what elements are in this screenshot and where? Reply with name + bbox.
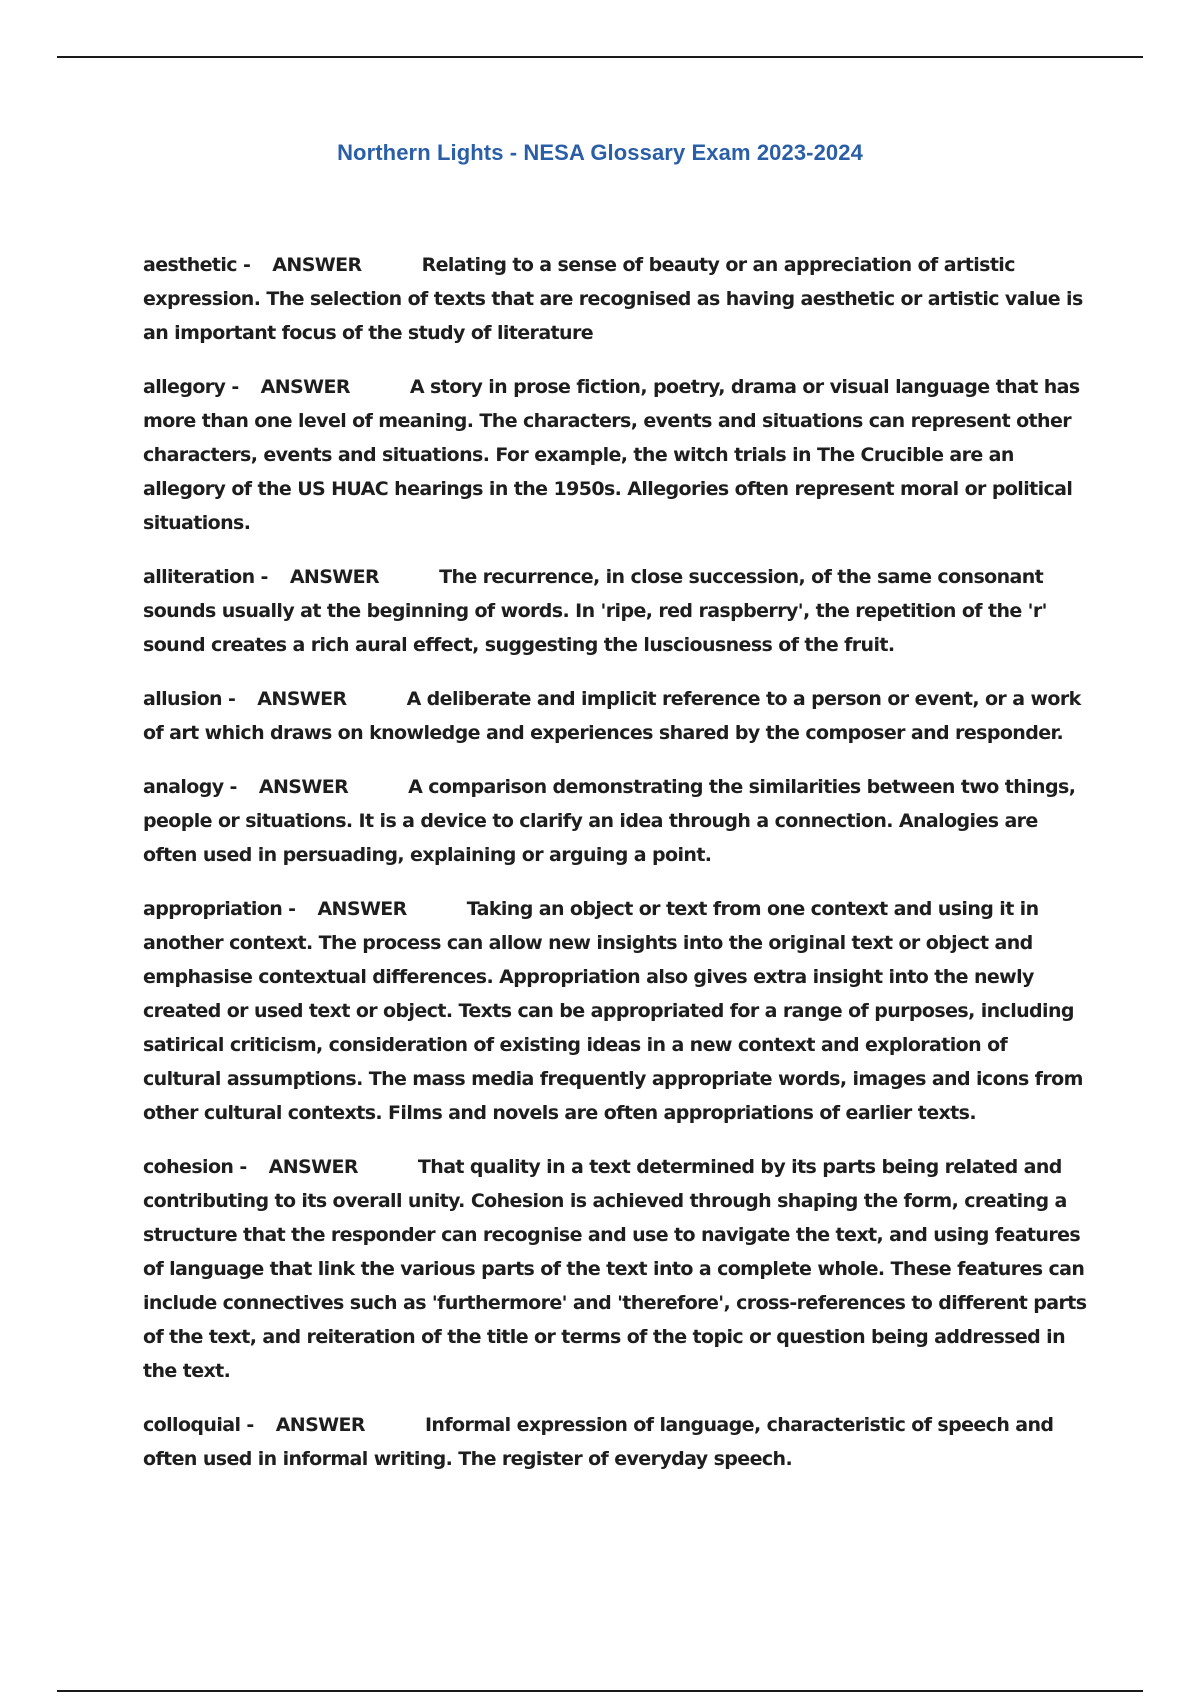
glossary-list: [143, 248, 1088, 1496]
term-separator: -: [223, 776, 237, 798]
answer-label: ANSWER: [258, 776, 349, 798]
glossary-term: appropriation: [143, 898, 283, 920]
term-separator: -: [221, 688, 236, 710]
glossary-term: aesthetic: [143, 254, 237, 276]
glossary-entry: [143, 770, 1088, 872]
page-title: Northern Lights - NESA Glossary Exam 2023-2024: [337, 140, 863, 165]
glossary-term: alliteration: [143, 566, 255, 588]
glossary-definition: Informal expression of language, characteristic of speech and often used in informal writing. The register of everyday speech.: [143, 1414, 1054, 1470]
answer-label: ANSWER: [257, 688, 347, 710]
glossary-term: allegory: [143, 376, 226, 398]
glossary-entry: [143, 682, 1088, 750]
term-separator: -: [254, 566, 268, 588]
answer-label: ANSWER: [272, 254, 362, 276]
glossary-entry: [143, 560, 1088, 662]
glossary-definition: A story in prose fiction, poetry, drama or visual language that has more than one level of meaning. The characters, events and situations can represent other characters, events and situations. For example, the witch trials in The Crucible are an allegory of the US HUAC hearings in the 1950s. Allegories often represent moral or political situations.: [143, 376, 1080, 534]
term-separator: -: [240, 1414, 254, 1436]
term-separator: -: [282, 898, 296, 920]
bottom-divider: [57, 1690, 1143, 1692]
glossary-term: cohesion: [143, 1156, 234, 1178]
glossary-entry: [143, 892, 1088, 1130]
term-separator: -: [225, 376, 239, 398]
glossary-definition: A comparison demonstrating the similarities between two things, people or situations. It is a device to clarify an idea through a connection. Analogies are often used in persuading, explaining or arguing a point.: [143, 776, 1076, 866]
top-divider: [57, 56, 1143, 58]
answer-label: ANSWER: [268, 1156, 358, 1178]
glossary-term: analogy: [143, 776, 224, 798]
term-separator: -: [233, 1156, 247, 1178]
glossary-term: colloquial: [143, 1414, 241, 1436]
glossary-entry: [143, 1408, 1088, 1476]
glossary-entry: [143, 1150, 1088, 1388]
answer-label: ANSWER: [260, 376, 350, 398]
glossary-definition: Taking an object or text from one context and using it in another context. The process can allow new insights into the original text or object and emphasise contextual differences. Appropriation also gives extra insight into the newly created or used text or object. Texts can be appropriated for a range of purposes, including satirical criticism, consideration of existing ideas in a new context and exploration of cultural assumptions. The mass media frequently appropriate words, images and icons from other cultural contexts. Films and novels are often appropriations of earlier texts.: [143, 898, 1083, 1124]
answer-label: ANSWER: [289, 566, 380, 588]
glossary-term: allusion: [143, 688, 222, 710]
term-separator: -: [236, 254, 251, 276]
answer-label: ANSWER: [275, 1414, 365, 1436]
glossary-entry: [143, 370, 1088, 540]
glossary-definition: That quality in a text determined by its parts being related and contributing to its overall unity. Cohesion is achieved through shaping the form, creating a structure that the responder can recognise and use to navigate the text, and using features of language that link the various parts of the text into a complete whole. These features can include connectives such as 'furthermore' and 'therefore', cross-references to different parts of the text, and reiteration of the title or terms of the topic or question being addressed in the text.: [143, 1156, 1087, 1382]
answer-label: ANSWER: [317, 898, 407, 920]
glossary-entry: [143, 248, 1088, 350]
glossary-definition: A deliberate and implicit reference to a person or event, or a work of art which draws on knowledge and experiences shared by the composer and responder.: [143, 688, 1081, 744]
glossary-definition: The recurrence, in close succession, of the same consonant sounds usually at the beginning of words. In 'ripe, red raspberry', the repetition of the 'r' sound creates a rich aural effect, suggesting the lusciousness of the fruit.: [143, 566, 1047, 656]
glossary-definition: Relating to a sense of beauty or an appreciation of artistic expression. The selection of texts that are recognised as having aesthetic or artistic value is an important focus of the study of literature: [143, 254, 1083, 344]
